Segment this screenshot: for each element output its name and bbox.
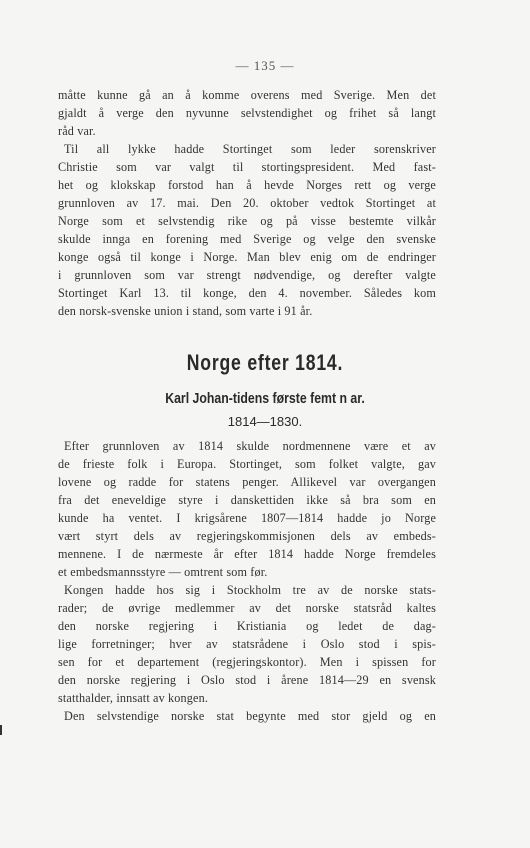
text-line: Den selvstendige norske stat begynte med stor gjeld og en [64,709,436,723]
text-line: grunnloven av 17. mai. Den 20. oktober vedtok Stortinget at [58,196,436,210]
text-line: sen for et departement (regjeringskontor). Men i spissen for [58,655,436,669]
text-line: Stortinget Karl 13. til konge, den 4. november. Således kom [58,286,436,300]
text-line: rader; de øvrige medlemmer av det norske statsråd kaltes [58,601,436,615]
text-line: skulde innga en forening med Sverige og velge den svenske [58,232,436,246]
text-line: het og klokskap forstod han å hevde Norges rett og verge [58,178,436,192]
paragraph-1 [58,86,436,140]
text-line: Til all lykke hadde Stortinget som leder sorenskriver [64,142,436,156]
text-line: kunde ha ventet. I krigsårene 1807—1814 hadde jo Norge [58,511,436,525]
text-line: statthalder, innsatt av kongen. [58,691,209,705]
text-line: lige forretninger; hver av statsrådene i Oslo stod i spis- [58,637,436,651]
text-line: konge også til konge i Norge. Man blev enig om de endringer [58,250,436,264]
chapter-title: Norge efter 1814. [186,350,344,375]
text-line: måtte kunne gå an å komme overens med Sverige. Men det [58,88,436,102]
paragraph-2 [58,140,436,320]
text-line: lovene og radde for statens penger. Allikevel var overgangen [58,475,436,489]
text-line: i grunnloven som var strengt nødvendige, og derefter valgte [58,268,436,282]
section-years: 1814—1830. [227,414,303,429]
text-line: den norsk-svenske union i stand, som varte i 91 år. [58,304,313,318]
text-line: Christie som var valgt til stortingspresident. Med fast- [58,160,436,174]
text-line: Efter grunnloven av 1814 skulde nordmennene være et av [64,439,436,453]
text-line: fra det eneveldige styre i danskettiden ikke så bra som en [58,493,436,507]
section-title: Karl Johan-tidens første femt n ar. [165,390,365,407]
text-line: de frieste folk i Europa. Stortinget, som folket valgte, gav [58,457,436,471]
text-line: råd var. [58,124,96,138]
text-line: vært styrt dels av regjeringskommisjonen dels av embeds- [58,529,436,543]
text-line: den norske regjering i Oslo stod i årene 1814—29 en svensk [58,673,436,687]
text-line: mennene. I de nærmeste år efter 1814 hadde Norge fremdeles [58,547,436,561]
page-number: — 135 — [235,58,295,73]
paragraph-3 [58,437,436,581]
text-line: Norge som et selvstendig rike og på visse bestemte vilkår [58,214,436,228]
text-line: den norske regjering i Kristiania og ledet de dag- [58,619,436,633]
scan-edge-mark [0,725,2,735]
text-line: Kongen hadde hos sig i Stockholm tre av de norske stats- [64,583,436,597]
text-line: gjaldt å verge den nyvunne selvstendighet og frihet så langt [58,106,436,120]
text-line: et embedsmannsstyre — omtrent som før. [58,565,268,579]
paragraph-4 [58,581,436,725]
